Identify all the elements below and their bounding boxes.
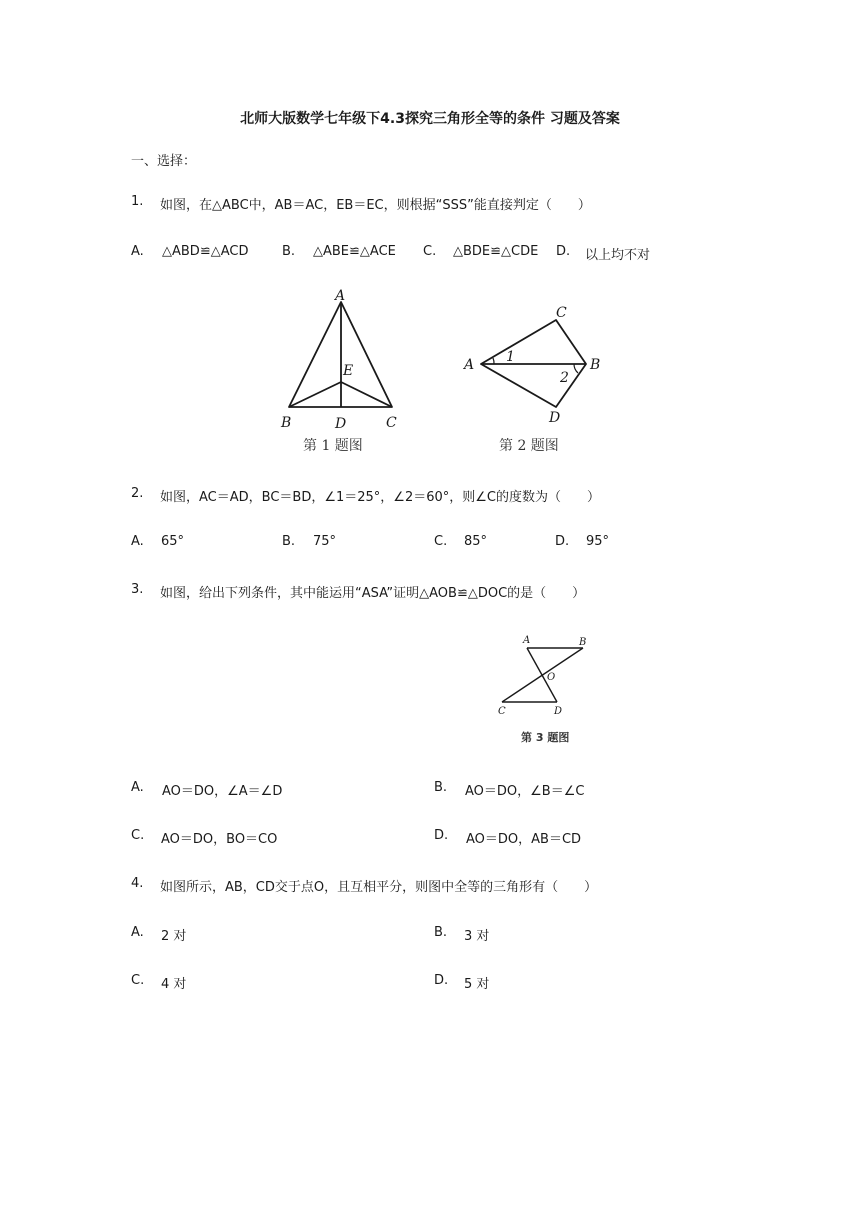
q3-option-b-text: AO＝DO，∠B＝∠C [465, 784, 585, 799]
fig2-angle-2: 2 [560, 370, 569, 386]
page-title: 北师大版数学七年级下4.3探究三角形全等的条件 习题及答案 [240, 111, 620, 127]
q1-option-a-key: A. [131, 244, 144, 259]
q4-option-b-key: B. [434, 925, 448, 940]
question-1-text: 如图，在△ABC中，AB＝AC，EB＝EC，则根据“SSS”能直接判定（ ） [160, 198, 591, 213]
q3-option-c-key: C. [131, 828, 145, 843]
q3-option-a-key: A. [131, 780, 144, 795]
q4-option-a-text: 2 对 [161, 929, 187, 944]
figure-3 [490, 628, 600, 750]
q4-option-c-text: 4 对 [161, 977, 187, 992]
fig1-label-c: C [386, 415, 397, 431]
fig2-label-a: A [464, 357, 475, 373]
q1-option-d-key: D. [556, 244, 571, 259]
fig1-label-a: A [335, 288, 346, 304]
q4-option-a-key: A. [131, 925, 144, 940]
q3-option-d-text: AO＝DO，AB＝CD [466, 832, 582, 847]
fig3-label-a: A [523, 635, 531, 646]
question-3-text: 如图，给出下列条件，其中能运用“ASA”证明△AOB≌△DOC的是（ ） [160, 586, 586, 601]
q1-option-c-key: C. [423, 244, 437, 259]
q3-option-c-text: AO＝DO，BO＝CO [161, 832, 278, 847]
question-3-number: 3. [131, 582, 144, 597]
q3-option-b-key: B. [434, 780, 448, 795]
fig1-caption: 第 1 题图 [303, 438, 363, 454]
question-4-number: 4. [131, 876, 144, 891]
fig2-label-c: C [556, 305, 567, 321]
fig2-label-b: B [590, 357, 601, 373]
q1-option-a-text: △ABD≌△ACD [162, 244, 249, 259]
fig3-label-c: C [498, 706, 506, 717]
q2-option-b-key: B. [282, 534, 296, 549]
fig3-label-o: O [547, 672, 556, 683]
fig2-angle-1: 1 [506, 349, 515, 365]
q2-option-c-key: C. [434, 534, 448, 549]
q2-option-b-text: 75° [313, 534, 337, 549]
q2-option-a-key: A. [131, 534, 144, 549]
question-4-text: 如图所示，AB，CD交于点O，且互相平分，则图中全等的三角形有（ ） [160, 880, 598, 895]
fig1-label-e: E [343, 363, 354, 379]
q2-option-c-text: 85° [464, 534, 488, 549]
q4-option-d-text: 5 对 [464, 977, 490, 992]
q2-option-a-text: 65° [161, 534, 185, 549]
q2-option-d-key: D. [555, 534, 570, 549]
fig3-caption: 第 3 题图 [521, 731, 570, 744]
fig1-label-b: B [281, 415, 292, 431]
q3-option-d-key: D. [434, 828, 449, 843]
q3-option-a-text: AO＝DO，∠A＝∠D [162, 784, 283, 799]
figure-1 [270, 280, 420, 460]
q4-option-b-text: 3 对 [464, 929, 490, 944]
fig2-caption: 第 2 题图 [499, 438, 559, 454]
figure-2 [460, 296, 610, 460]
question-2-number: 2. [131, 486, 144, 501]
q1-option-d-text: 以上均不对 [585, 248, 651, 263]
q1-option-b-key: B. [282, 244, 296, 259]
fig2-label-d: D [549, 410, 561, 426]
fig3-label-b: B [579, 637, 587, 648]
q1-option-b-text: △ABE≌△ACE [313, 244, 396, 259]
q4-option-d-key: D. [434, 973, 449, 988]
fig1-label-d: D [335, 416, 347, 432]
q2-option-d-text: 95° [586, 534, 610, 549]
section-heading: 一、选择： [131, 154, 197, 169]
fig3-label-d: D [554, 706, 563, 717]
question-2-text: 如图，AC＝AD，BC＝BD，∠1＝25°，∠2＝60°，则∠C的度数为（ ） [160, 490, 601, 505]
q1-option-c-text: △BDE≌△CDE [453, 244, 539, 259]
q4-option-c-key: C. [131, 973, 145, 988]
question-1-number: 1. [131, 194, 144, 209]
